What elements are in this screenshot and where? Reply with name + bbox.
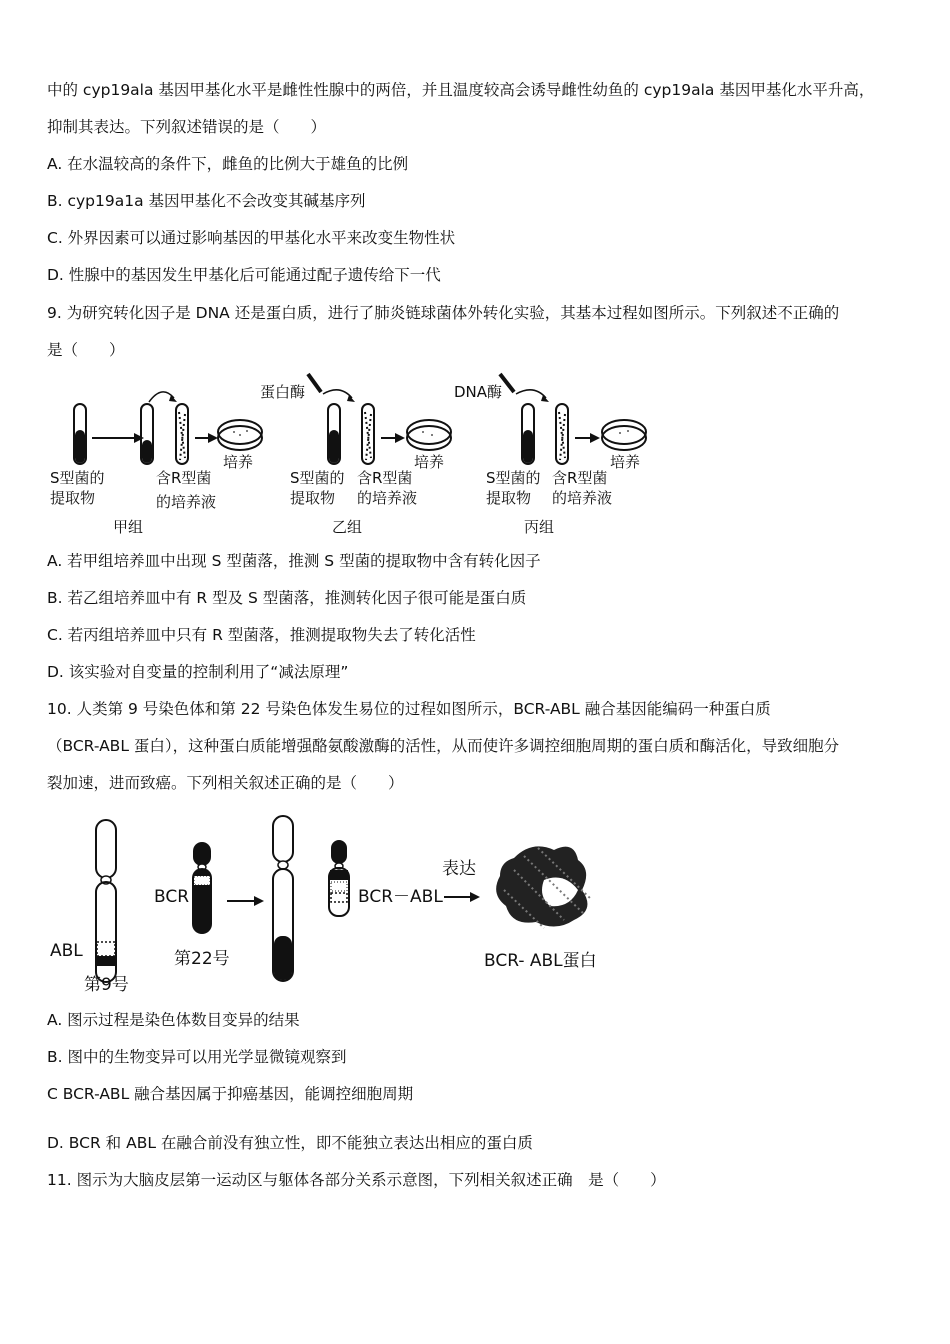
group-b-s-extract-label-1: S型菌的: [290, 469, 345, 487]
bcr-abl-protein-shape: [496, 846, 592, 928]
q8-option-d[interactable]: D. 性腺中的基因发生甲基化后可能通过配子遗传给下一代: [47, 266, 441, 284]
q8-stem-line1: 中的 cyp19ala 基因甲基化水平是雌性性腺中的两倍，并且温度较高会诱导雌性幼鱼的 cyp19ala 基因甲基化水平升高，: [47, 81, 875, 99]
abl-label: ABL: [50, 941, 83, 961]
q8-option-a[interactable]: A. 在水温较高的条件下，雌鱼的比例大于雄鱼的比例: [47, 155, 409, 173]
q9-option-a[interactable]: A. 若甲组培养皿中出现 S 型菌落，推测 S 型菌的提取物中含有转化因子: [47, 552, 541, 570]
group-c-r-medium-label-2: 的培养液: [552, 489, 613, 507]
bcr-abl-protein-label: BCR- ABL蛋白: [484, 951, 597, 971]
q11-stem-line1: 11. 图示为大脑皮层第一运动区与躯体各部分关系示意图，下列相关叙述正确 是（ ）: [47, 1171, 666, 1189]
q9-option-d[interactable]: D. 该实验对自变量的控制利用了“减法原理”: [47, 663, 349, 681]
q10-option-d[interactable]: D. BCR 和 ABL 在融合前没有独立性，即不能独立表达出相应的蛋白质: [47, 1134, 533, 1152]
q10-stem-line1: 10. 人类第 9 号染色体和第 22 号染色体发生易位的过程如图所示，BCR-ABL 融合基因能编码一种蛋白质: [47, 700, 771, 718]
group-c-s-extract-label-2: 提取物: [486, 489, 532, 507]
group-c-label: 丙组: [524, 518, 555, 536]
express-label: 表达: [442, 859, 476, 879]
group-a-label: 甲组: [113, 518, 144, 536]
chromosome-22: [192, 842, 212, 934]
group-c-culture-label: 培养: [610, 453, 641, 471]
chr22-label: 第22号: [174, 949, 230, 969]
group-a-s-extract-label-1: S型菌的: [50, 469, 105, 487]
q8-option-c[interactable]: C. 外界因素可以通过影响基因的甲基化水平来改变生物性状: [47, 229, 456, 247]
group-b-r-medium-label-2: 的培养液: [357, 489, 418, 507]
group-a-s-extract-label-2: 提取物: [50, 489, 96, 507]
bcr-label: BCR: [154, 887, 190, 907]
group-b-r-medium-label-1: 含R型菌: [357, 469, 413, 487]
q10-stem-line3: 裂加速，进而致癌。下列相关叙述正确的是（ ）: [47, 774, 404, 792]
protease-label: 蛋白酶: [260, 383, 306, 401]
chromosome-translocation-figure: [44, 810, 614, 1000]
chromosome-9: [96, 820, 116, 982]
group-a-culture-label: 培养: [223, 453, 254, 471]
group-b-label: 乙组: [332, 518, 363, 536]
q8-stem-line2: 抑制其表达。下列叙述错误的是（ ）: [47, 118, 327, 136]
q9-option-c[interactable]: C. 若丙组培养皿中只有 R 型菌落，推测提取物失去了转化活性: [47, 626, 476, 644]
group-b-culture-label: 培养: [414, 453, 445, 471]
q10-option-b[interactable]: B. 图中的生物变异可以用光学显微镜观察到: [47, 1048, 347, 1066]
group-a-r-medium-label-2: 的培养液: [156, 493, 217, 511]
transformation-experiment-figure: [40, 370, 660, 542]
group-b-setup: [308, 374, 451, 464]
q10-stem-line2: （BCR-ABL 蛋白），这种蛋白质能增强酪氨酸激酶的活性，从而使许多调控细胞周期的蛋白质和酶活化，导致细胞分: [47, 737, 840, 755]
derivative-chromosome-22: [329, 840, 349, 916]
q10-option-a[interactable]: A. 图示过程是染色体数目变异的结果: [47, 1011, 300, 1029]
group-a-r-medium-label-1: 含R型菌: [156, 469, 212, 487]
group-c-setup: [500, 374, 646, 464]
group-c-s-extract-label-1: S型菌的: [486, 469, 541, 487]
dnase-label: DNA酶: [454, 383, 503, 401]
q9-option-b[interactable]: B. 若乙组培养皿中有 R 型及 S 型菌落，推测转化因子很可能是蛋白质: [47, 589, 527, 607]
derivative-chromosome-9: [273, 816, 293, 981]
q9-stem-line1: 9. 为研究转化因子是 DNA 还是蛋白质，进行了肺炎链球菌体外转化实验，其基本过程如图所示。下列叙述不正确的: [47, 304, 840, 322]
q10-option-c[interactable]: C BCR-ABL 融合基因属于抑癌基因，能调控细胞周期: [47, 1085, 414, 1103]
q9-stem-line2: 是（ ）: [47, 341, 125, 359]
group-b-s-extract-label-2: 提取物: [290, 489, 336, 507]
group-c-r-medium-label-1: 含R型菌: [552, 469, 608, 487]
bcr-abl-fusion-label: BCR－ABL: [358, 887, 443, 907]
chr9-label: 第9号: [84, 975, 129, 995]
q8-option-b[interactable]: B. cyp19a1a 基因甲基化不会改变其碱基序列: [47, 192, 366, 210]
